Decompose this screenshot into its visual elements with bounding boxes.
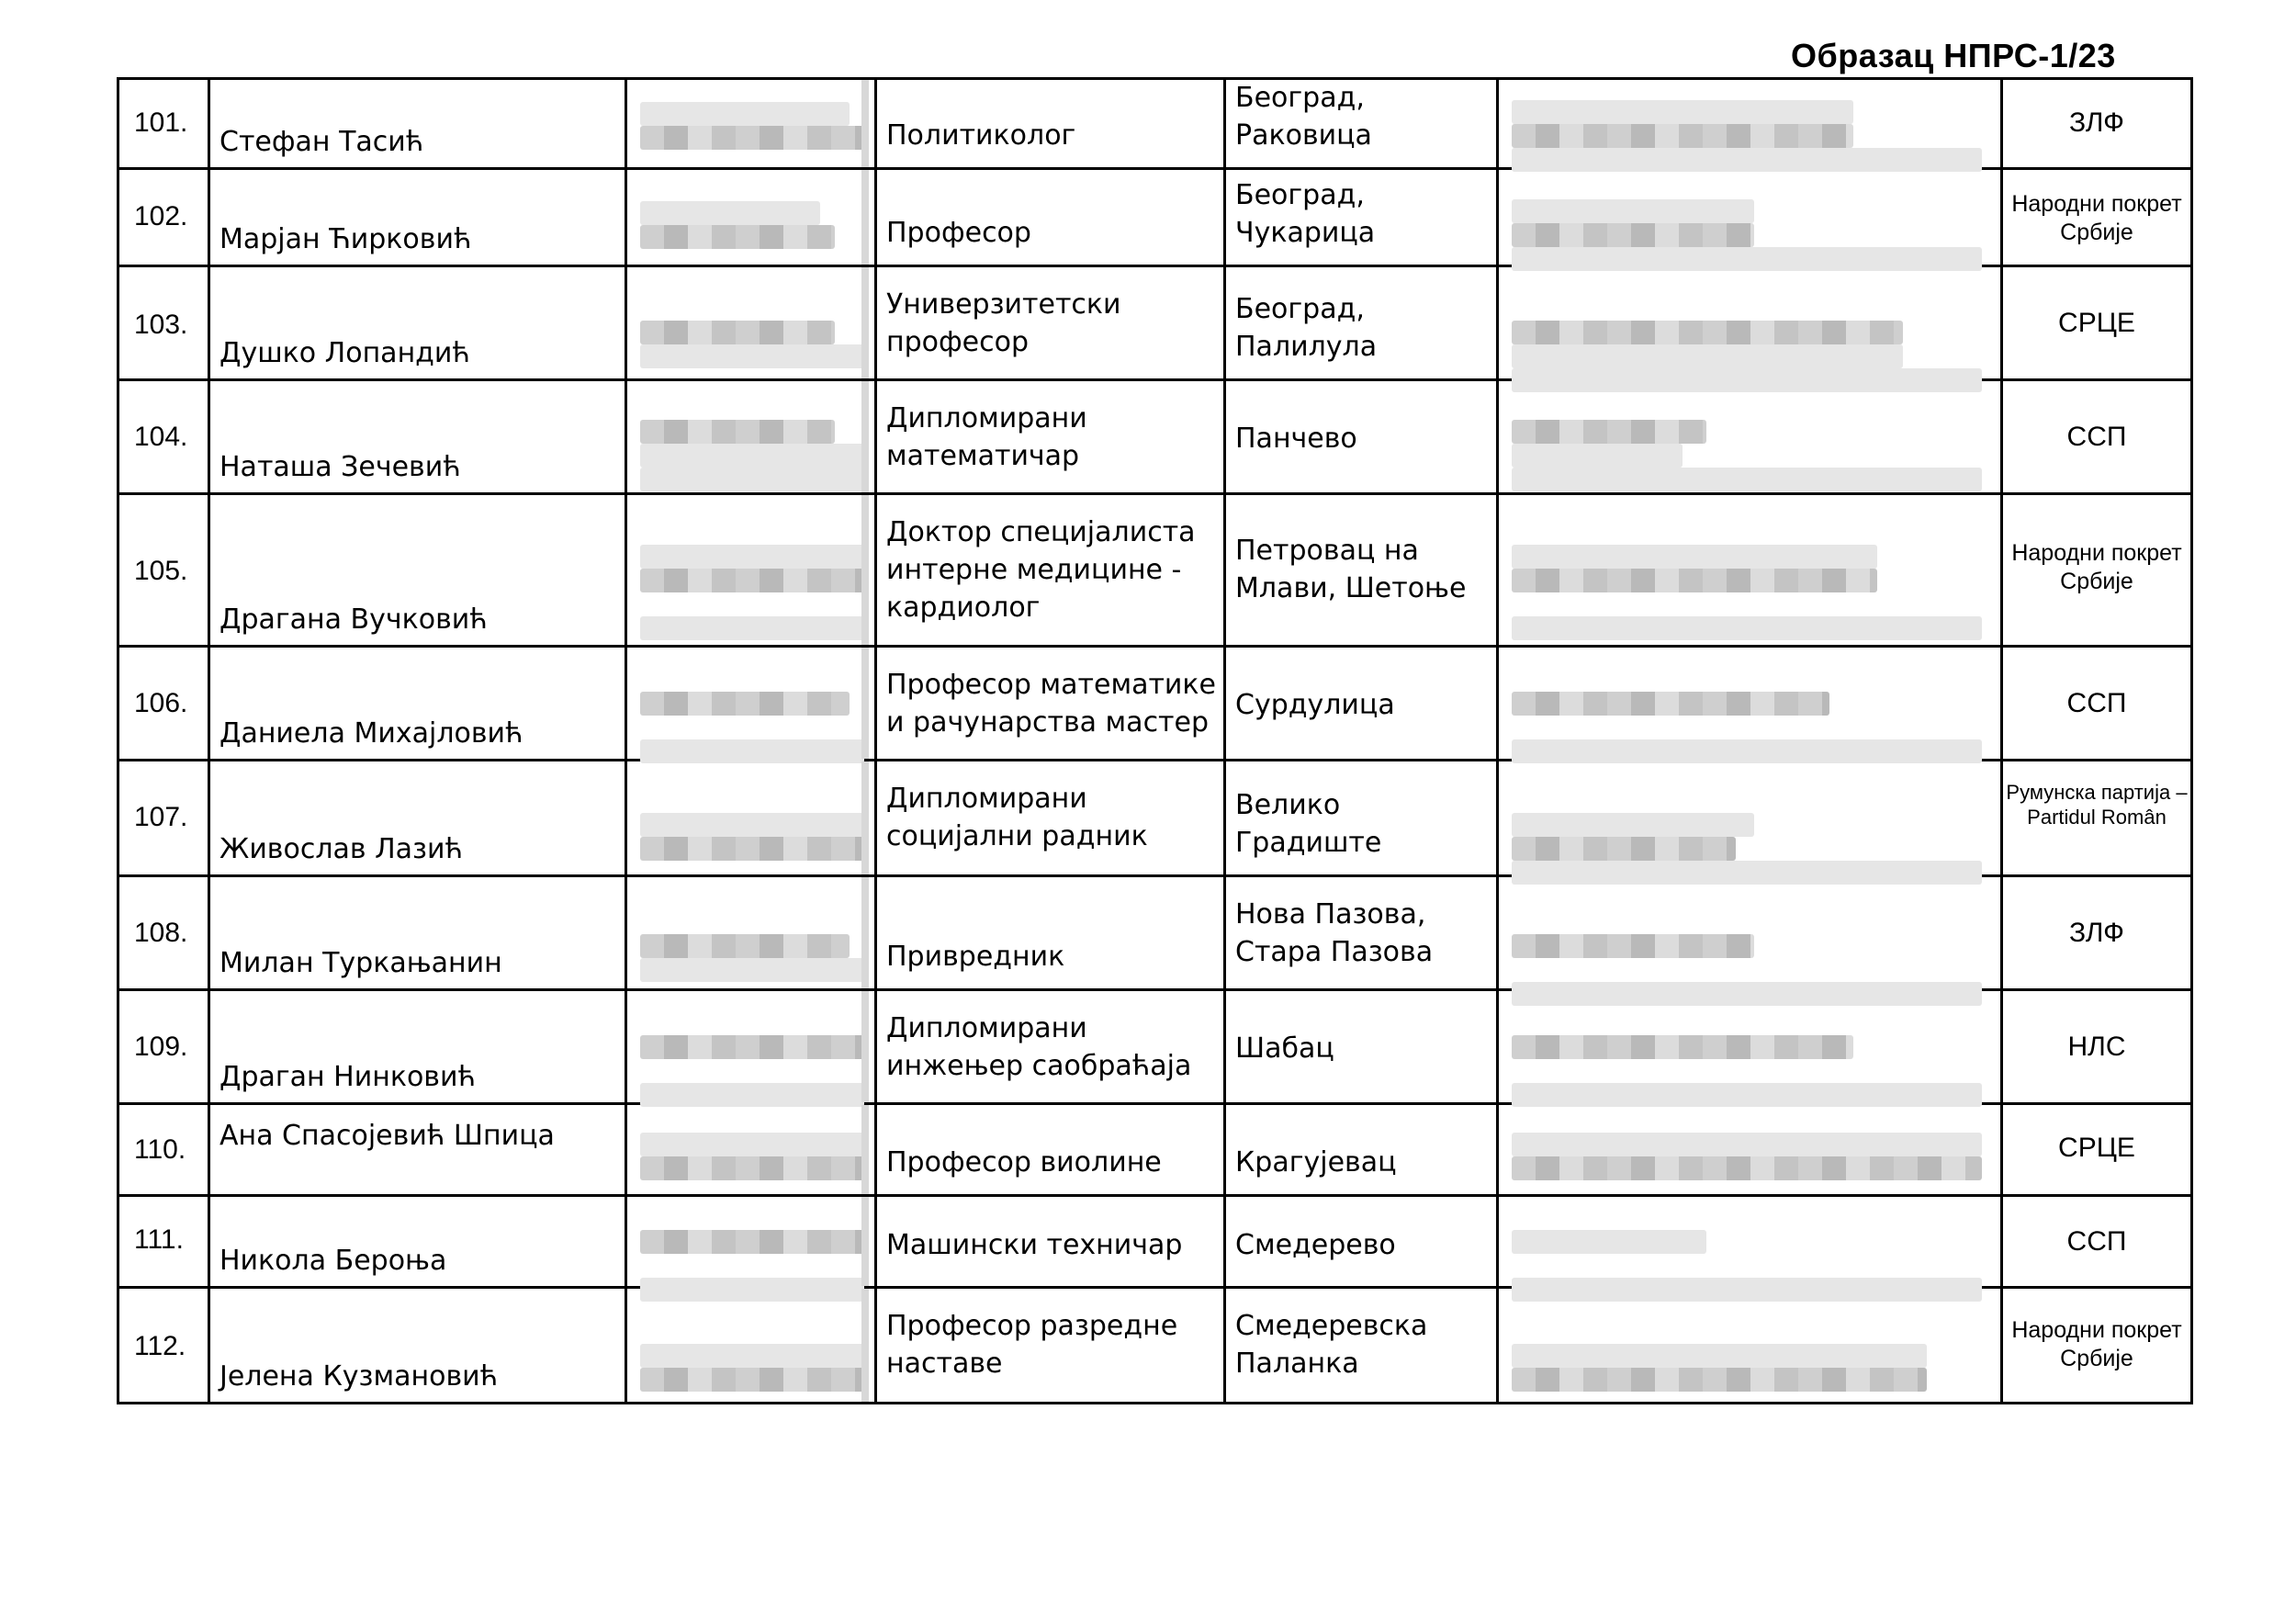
- redacted-address: [1498, 761, 2002, 876]
- table-row: [118, 1104, 2192, 1196]
- redacted-address: [1498, 1104, 2002, 1196]
- party: ССП: [2066, 688, 2127, 718]
- party: ССП: [2066, 1226, 2127, 1257]
- redacted-address: [1498, 1288, 2002, 1404]
- profession: Професор: [886, 217, 1031, 249]
- candidate-name: Наташа Зечевић: [219, 451, 461, 483]
- row-number: 105.: [134, 556, 188, 586]
- row-number: 102.: [134, 201, 188, 231]
- candidate-name: Милан Туркањанин: [219, 947, 502, 979]
- candidate-table: [117, 77, 2193, 1404]
- table-row: [118, 1196, 2192, 1288]
- party: Народни покрет Србије: [2011, 1317, 2182, 1371]
- redacted-id: [626, 647, 876, 761]
- candidate-name: Никола Берoња: [219, 1245, 447, 1277]
- candidate-name: Ана Спасојевић Шпица: [219, 1120, 555, 1152]
- table-row: [118, 761, 2192, 876]
- redacted-address: [1498, 494, 2002, 647]
- redacted-id: [626, 761, 876, 876]
- redacted-id: [626, 494, 876, 647]
- redacted-address: [1498, 79, 2002, 169]
- redacted-address: [1498, 876, 2002, 990]
- row-number: 110.: [134, 1134, 186, 1165]
- profession: Дипломирани математичар: [886, 402, 1087, 472]
- table-row: [118, 494, 2192, 647]
- profession: Професор разредне наставе: [886, 1310, 1178, 1380]
- table-row: [118, 169, 2192, 266]
- party: ССП: [2066, 422, 2127, 452]
- table-row: [118, 1288, 2192, 1404]
- residence: Београд, Чукарица: [1235, 179, 1376, 249]
- profession: Машински техничар: [886, 1229, 1183, 1261]
- redacted-id: [626, 990, 876, 1104]
- residence: Шабац: [1235, 1032, 1334, 1065]
- redacted-id: [626, 1288, 876, 1404]
- table-row: [118, 79, 2192, 169]
- row-number: 107.: [134, 802, 188, 832]
- redacted-address: [1498, 647, 2002, 761]
- redacted-address: [1498, 380, 2002, 494]
- party: Румунска партија – Partidul Român: [2006, 781, 2188, 829]
- residence: Београд, Раковица: [1235, 82, 1372, 152]
- party: СРЦЕ: [2058, 1133, 2135, 1163]
- table-row: [118, 380, 2192, 494]
- redacted-id: [626, 380, 876, 494]
- residence: Београд, Палилула: [1235, 293, 1378, 363]
- party: ЗЛФ: [2069, 107, 2124, 138]
- redacted-id: [626, 1104, 876, 1196]
- form-code: Образац НПРС-1/23: [1791, 37, 2116, 74]
- profession: Професор виолине: [886, 1146, 1162, 1179]
- candidate-name: Стефан Тасић: [219, 126, 424, 158]
- candidate-name: Живослав Лазић: [219, 833, 464, 865]
- row-number: 104.: [134, 422, 188, 452]
- profession: Привредник: [886, 941, 1065, 973]
- row-number: 109.: [134, 1032, 188, 1062]
- residence: Сурдулица: [1235, 689, 1395, 721]
- table-row: [118, 990, 2192, 1104]
- row-number: 111.: [134, 1224, 184, 1255]
- candidate-name: Драгана Вучковић: [219, 603, 488, 636]
- candidate-name: Драган Нинковић: [219, 1061, 477, 1093]
- residence: Смедерево: [1235, 1229, 1396, 1261]
- row-number: 106.: [134, 688, 188, 718]
- party: СРЦЕ: [2058, 308, 2135, 338]
- party: Народни покрет Србије: [2011, 191, 2182, 245]
- profession: Дипломирани инжењер саобраћаја: [886, 1012, 1192, 1082]
- redacted-address: [1498, 169, 2002, 266]
- redacted-id: [626, 79, 876, 169]
- table-row: [118, 647, 2192, 761]
- row-number: 112.: [134, 1331, 186, 1361]
- residence: Петровац на Млави, Шетоње: [1235, 535, 1467, 604]
- redacted-id: [626, 266, 876, 380]
- party: Народни покрет Србије: [2011, 540, 2182, 594]
- party: ЗЛФ: [2069, 918, 2124, 948]
- candidate-name: Душко Лопандић: [219, 337, 470, 369]
- row-number: 103.: [134, 310, 188, 340]
- profession: Политиколог: [886, 119, 1076, 152]
- profession: Доктор специјалиста интерне медицине - кардиолог: [886, 516, 1196, 624]
- row-number: 101.: [134, 107, 188, 138]
- redacted-id: [626, 169, 876, 266]
- residence: Велико Градиште: [1235, 789, 1382, 859]
- party: НЛС: [2067, 1032, 2126, 1062]
- residence: Панчево: [1235, 423, 1357, 455]
- redacted-id: [626, 876, 876, 990]
- candidate-name: Јелена Кузмановић: [219, 1360, 499, 1393]
- row-number: 108.: [134, 918, 188, 948]
- candidate-name: Даниела Михајловић: [219, 717, 523, 750]
- table-row: [118, 876, 2192, 990]
- profession: Професор математике и рачунарства мастер: [886, 669, 1217, 739]
- redacted-address: [1498, 266, 2002, 380]
- redacted-address: [1498, 1196, 2002, 1288]
- redacted-id: [626, 1196, 876, 1288]
- profession: Универзитетски професор: [886, 288, 1121, 358]
- residence: Смедеревска Паланка: [1235, 1310, 1428, 1380]
- residence: Нова Пазова, Стара Пазова: [1235, 898, 1434, 968]
- redacted-address: [1498, 990, 2002, 1104]
- table-row: [118, 266, 2192, 380]
- profession: Дипломирани социјални радник: [886, 783, 1148, 852]
- residence: Крагујевац: [1235, 1146, 1397, 1179]
- candidate-name: Марјан Ћирковић: [219, 223, 472, 255]
